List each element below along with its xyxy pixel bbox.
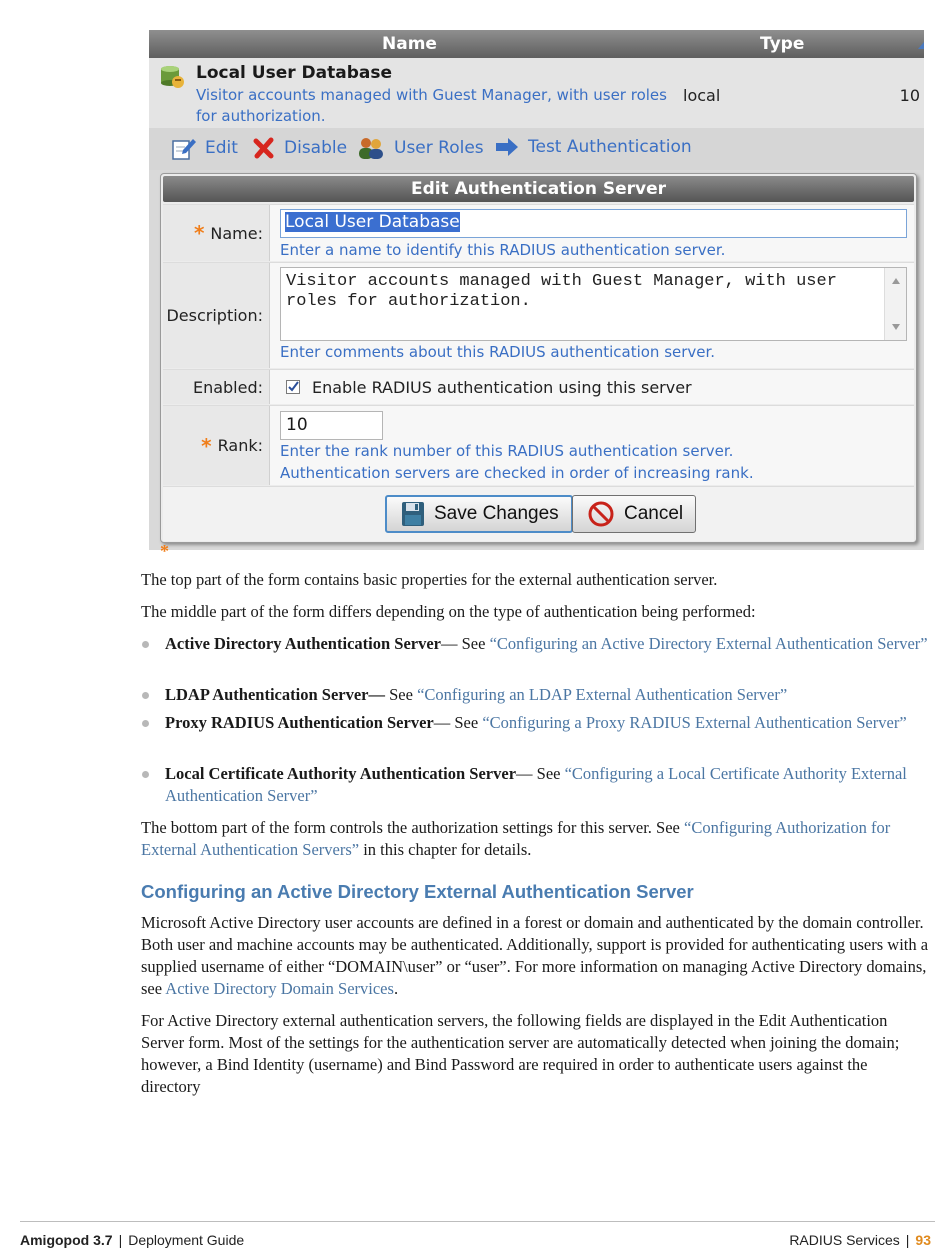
disable-label: Disable (284, 138, 348, 158)
user-roles-label: User Roles (394, 138, 484, 158)
scroll-up-icon[interactable] (892, 278, 900, 284)
guide-name: Deployment Guide (128, 1232, 245, 1248)
screenshot-figure (149, 30, 924, 550)
name-field[interactable]: Local User Database (280, 209, 907, 238)
name-hint: Enter a name to identify this RADIUS authentication server. (280, 241, 726, 259)
column-header-type[interactable]: Type (760, 34, 805, 54)
required-asterisk: * (160, 541, 169, 561)
required-asterisk: * (193, 221, 205, 245)
save-changes-button[interactable]: Save Changes (385, 495, 573, 533)
bullet-icon (142, 720, 149, 727)
cancel-button[interactable]: Cancel (572, 495, 696, 533)
test-authentication-label: Test Authentication (528, 137, 692, 157)
footer-right: RADIUS Services | 93 (789, 1232, 931, 1248)
server-name: Local User Database (196, 63, 393, 83)
footer-divider (20, 1221, 935, 1222)
cross-reference-link[interactable]: “Configuring an Active Directory External Authentication Server” (489, 634, 928, 653)
cross-reference-link[interactable]: “Configuring a Proxy RADIUS External Authentication Server” (482, 713, 907, 732)
rank-row (163, 405, 914, 485)
close-icon (252, 136, 276, 160)
rank-field[interactable]: 10 (280, 411, 383, 440)
edit-icon (171, 136, 197, 160)
paragraph: Microsoft Active Directory user accounts are defined in a forest or domain and authenticated by the domain controller. Both user and machine accounts may be authenticated. Additionally, support is provided for authenticating users with a supplied username of either “DOMAIN\user” or “user”. For more information on managing Active Directory domains, see Active Directory Domain Services. (141, 913, 929, 998)
rank-hint-1: Enter the rank number of this RADIUS authentication server. (280, 442, 734, 460)
server-description: Visitor accounts managed with Guest Manager, with user roles for authorization. (196, 86, 667, 125)
server-type: local (683, 86, 721, 105)
edit-action[interactable] (171, 136, 238, 160)
name-row (163, 204, 914, 261)
page-number: 93 (915, 1232, 931, 1248)
arrow-right-icon (494, 136, 520, 158)
table-row[interactable] (149, 58, 924, 128)
paragraph: For Active Directory external authentication servers, the following fields are displayed in the Edit Authentication Server form. Most of the settings for the authentication server are automatically detected when joining the domain; however, a Bind Identity (username) and Bind Password are required in order to authenticate users against the directory (141, 1011, 900, 1096)
footer-left: Amigopod 3.7 | Deployment Guide (20, 1232, 245, 1248)
form-title: Edit Authentication Server (163, 176, 914, 202)
enabled-checkbox[interactable] (286, 380, 300, 394)
description-label: Description: (163, 263, 270, 368)
sort-arrow-icon[interactable] (918, 42, 924, 49)
rank-label: * Rank: (163, 406, 270, 485)
grid-header (149, 30, 924, 58)
scrollbar[interactable] (884, 268, 906, 340)
scroll-down-icon[interactable] (892, 324, 900, 330)
database-icon (159, 64, 185, 90)
bullet-icon (142, 771, 149, 778)
user-roles-action[interactable] (356, 136, 484, 160)
bullet-icon (142, 692, 149, 699)
enabled-label: Enabled: (163, 370, 270, 404)
no-entry-icon (587, 500, 615, 528)
server-rank: 10 (899, 86, 920, 105)
required-asterisk: * (201, 433, 212, 458)
users-icon (356, 136, 386, 160)
name-label: * Name: (163, 205, 270, 261)
cross-reference-link[interactable]: “Configuring Authorization for External Authentication Servers” (141, 818, 891, 859)
product-name: Amigopod 3.7 (20, 1232, 113, 1248)
description-row (163, 262, 914, 368)
edit-label: Edit (205, 138, 238, 158)
disable-action[interactable] (252, 136, 347, 160)
column-header-name[interactable]: Name (382, 34, 437, 54)
enabled-row (163, 369, 914, 404)
cross-reference-link[interactable]: “Configuring an LDAP External Authentication Server” (417, 685, 788, 704)
test-authentication-action[interactable] (494, 136, 692, 158)
paragraph: The bottom part of the form controls the authorization settings for this server. See “Configuring Authorization for External Authentication Servers” in this chapter for details. (141, 818, 891, 859)
cross-reference-link[interactable]: “Configuring a Local Certificate Authority External Authentication Server” (165, 764, 907, 805)
paragraph: The top part of the form contains basic properties for the external authentication server. (141, 570, 718, 589)
description-field[interactable]: Visitor accounts managed with Guest Manager, with user roles for authorization. (280, 267, 907, 341)
enabled-checkbox-label[interactable]: Enable RADIUS authentication using this server (312, 378, 692, 397)
description-hint: Enter comments about this RADIUS authentication server. (280, 343, 716, 361)
bullet-icon (142, 641, 149, 648)
button-row (163, 486, 914, 541)
rank-hint-2: Authentication servers are checked in order of increasing rank. (280, 464, 754, 482)
edit-authentication-server-form (160, 173, 917, 543)
checkmark-icon (288, 381, 299, 392)
active-directory-link[interactable]: Active Directory Domain Services (165, 979, 394, 998)
section-name: RADIUS Services (789, 1232, 900, 1248)
floppy-disk-icon (401, 501, 425, 527)
section-heading: Configuring an Active Directory External Authentication Server (141, 881, 694, 902)
paragraph: The middle part of the form differs depending on the type of authentication being performed: (141, 602, 756, 621)
row-actions (149, 128, 924, 170)
